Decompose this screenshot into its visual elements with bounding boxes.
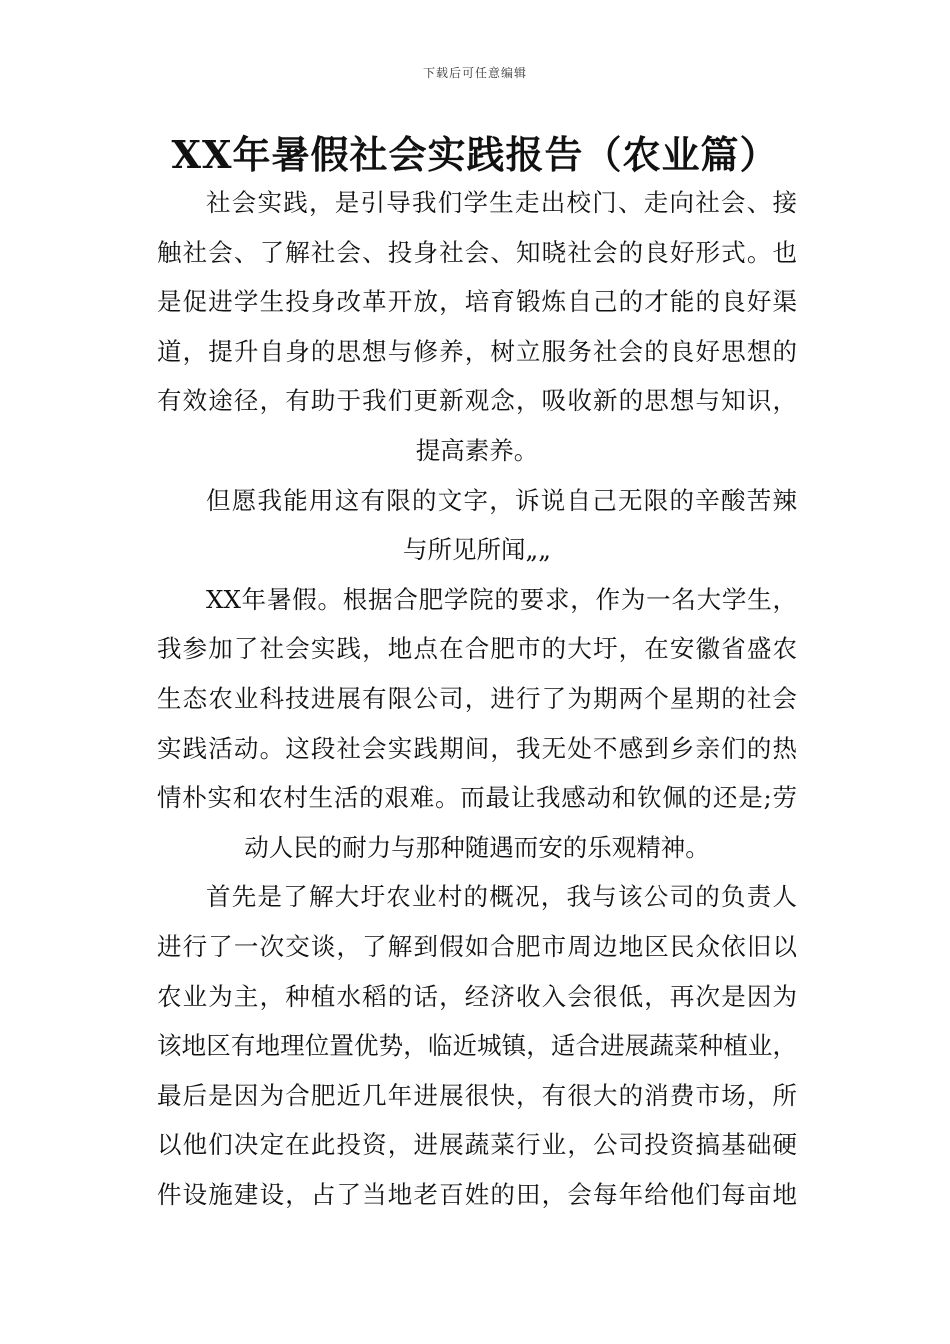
paragraph-1 bbox=[157, 178, 797, 476]
paragraph-line: 提高素养。 bbox=[415, 435, 539, 465]
paragraph-3 bbox=[157, 575, 797, 873]
paragraph-line: 社会实践，是引导我们学生走出校门、走向社会、接 bbox=[206, 188, 797, 217]
paragraph-line: 触社会、了解社会、投身社会、知晓社会的良好形式。也 bbox=[157, 237, 797, 267]
paragraph-line: 进行了一次交谈，了解到假如合肥市周边地区民众依旧以 bbox=[157, 931, 797, 961]
paragraph-line: 农业为主，种植水稻的话，经济收入会很低，再次是因为 bbox=[157, 981, 797, 1011]
paragraph-line: 有效途径，有助于我们更新观念，吸收新的思想与知识， bbox=[157, 386, 797, 416]
paragraph-line: 实践活动。这段社会实践期间，我无处不感到乡亲们的热 bbox=[157, 733, 797, 763]
paragraph-line: 以他们决定在此投资，进展蔬菜行业，公司投资搞基础硬 bbox=[157, 1130, 797, 1160]
paragraph-line: 动人民的耐力与那种随遇而安的乐观精神。 bbox=[244, 832, 710, 862]
paragraph-4 bbox=[157, 872, 797, 1219]
paragraph-line: 道，提升自身的思想与修养，树立服务社会的良好思想的 bbox=[157, 336, 797, 366]
paragraph-line: 该地区有地理位置优势，临近城镇，适合进展蔬菜种植业， bbox=[157, 1031, 797, 1061]
paragraph-line: 但愿我能用这有限的文字，诉说自己无限的辛酸苦辣 bbox=[206, 485, 797, 515]
paragraph-line: XX年暑假。根据合肥学院的要求，作为一名大学生， bbox=[206, 584, 797, 614]
paragraph-line: 件设施建设，占了当地老百姓的田，会每年给他们每亩地 bbox=[157, 1179, 797, 1209]
paragraph-line: 首先是了解大圩农业村的概况，我与该公司的负责人 bbox=[206, 882, 797, 912]
paragraph-line: 我参加了社会实践，地点在合肥市的大圩，在安徽省盛农 bbox=[157, 634, 797, 664]
paragraph-line: 生态农业科技进展有限公司，进行了为期两个星期的社会 bbox=[157, 683, 797, 713]
paragraph-line: 最后是因为合肥近几年进展很快，有很大的消费市场，所 bbox=[157, 1080, 797, 1110]
document-body bbox=[157, 178, 797, 1219]
document-title: XX年暑假社会实践报告（农业篇） bbox=[171, 132, 779, 177]
header-note: 下载后可任意编辑 bbox=[422, 66, 527, 80]
paragraph-line: 是促进学生投身改革开放，培育锻炼自己的才能的良好渠 bbox=[157, 287, 797, 317]
paragraph-2 bbox=[157, 476, 797, 575]
paragraph-line: 与所见所闻„„ bbox=[403, 535, 551, 565]
paragraph-line: 情朴实和农村生活的艰难。而最让我感动和钦佩的还是;劳 bbox=[157, 783, 797, 813]
